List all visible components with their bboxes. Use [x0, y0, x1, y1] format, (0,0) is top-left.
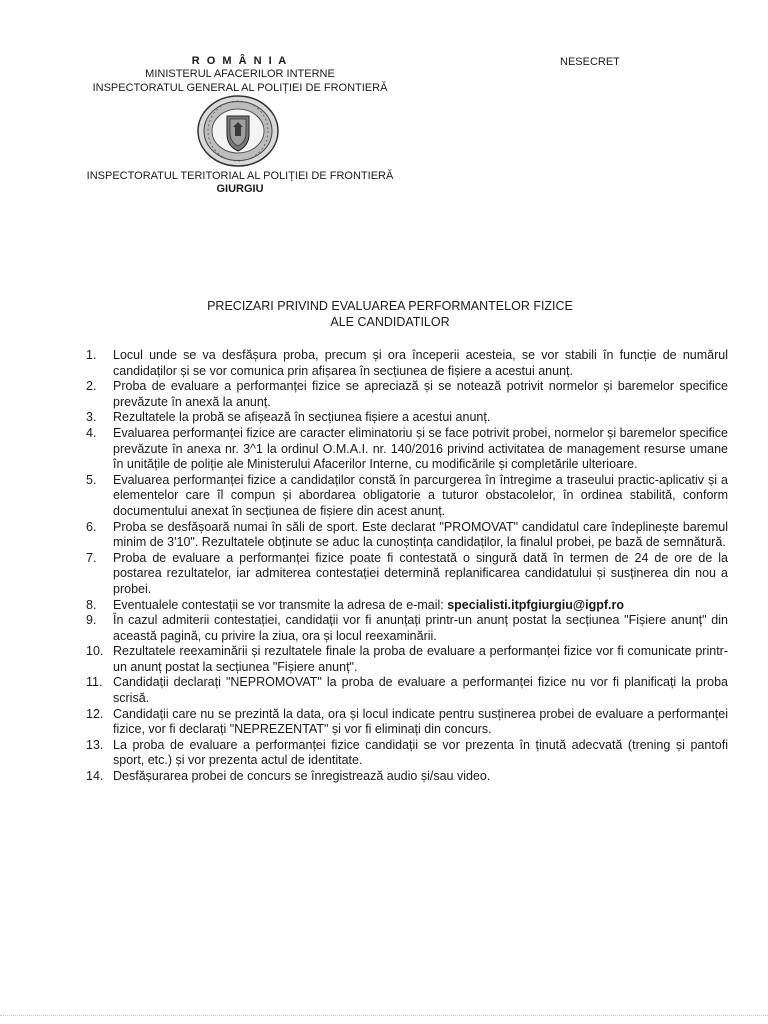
- issuing-unit: [75, 170, 405, 196]
- item-number: 13.: [86, 737, 104, 752]
- list-item: [86, 410, 728, 426]
- item-text: Evaluarea performanței fizice a candidaților constă în parcurgerea în întregime a traseului practic-aplicativ și a elementelor care îl compun și abordarea obligatorie a tuturor obstacolelor, în ordinea stabilită, conform documentului anexat în secțiunea de fișiere din acest anunț.: [113, 472, 728, 518]
- list-item: [86, 520, 728, 551]
- list-item: [86, 769, 728, 785]
- item-number: 2.: [86, 379, 97, 394]
- item-number: 7.: [86, 550, 97, 565]
- item-number: 8.: [86, 597, 97, 612]
- numbered-list: [86, 348, 728, 785]
- ministry-name: MINISTERUL AFACERILOR INTERNE: [145, 68, 335, 80]
- item-text: Proba se desfășoară numai în săli de sport. Este declarat "PROMOVAT" candidatul care îndeplinește baremul minim de 3'10". Rezultatele obținute se aduc la cunoștința candidaților, la finalul probei, pe bază de semnătură.: [113, 519, 728, 550]
- page-bottom-border: [0, 1015, 768, 1016]
- item-text: În cazul admiterii contestației, candidații vor fi anunțați printr-un anunț postat la secțiunea "Fișiere anunț" din această pagină, cu privire la ziua, ora și locul reexaminării.: [113, 613, 728, 643]
- list-item: [86, 348, 728, 379]
- item-text-lead: Eventualele contestații se vor transmite la adresa de e-mail:: [113, 597, 448, 612]
- item-number: 14.: [86, 769, 104, 784]
- country-name: R O M Â N I A: [191, 55, 289, 67]
- list-item: [86, 426, 728, 473]
- item-text: La proba de evaluare a performanței fizice candidații se vor prezenta în ținută adecvată (trening și pantofi sport, etc.) și vor prezenta actul de identitate.: [113, 737, 728, 768]
- list-item: [86, 644, 728, 675]
- document-title: [180, 298, 600, 330]
- item-text: Rezultatele reexaminării și rezultatele finale la proba de evaluare a performanței fizice vor fi comunicate printr-un anunț postat la secțiunea "Fișiere anunț".: [113, 644, 728, 674]
- unit-name: INSPECTORATUL TERITORIAL AL POLIȚIEI DE FRONTIERĂ: [86, 170, 394, 182]
- police-emblem-icon: [196, 94, 280, 168]
- letterhead: [70, 55, 410, 95]
- list-item: [86, 473, 728, 520]
- item-number: 10.: [86, 644, 104, 659]
- unit-city: GIURGIU: [216, 183, 264, 195]
- list-item: [86, 598, 728, 614]
- item-number: 1.: [86, 348, 97, 362]
- classification-label: NESECRET: [560, 56, 620, 68]
- contact-email-link[interactable]: specialisti.itpfgiurgiu@igpf.ro: [447, 597, 624, 612]
- item-text: Proba de evaluare a performanței fizice se apreciază și se notează potrivit normelor și baremelor specifice prevăzute în anexă la anunț.: [113, 379, 728, 409]
- item-number: 3.: [86, 410, 97, 425]
- item-number: 4.: [86, 425, 97, 440]
- item-number: 12.: [86, 706, 104, 721]
- list-item: [86, 379, 728, 410]
- item-text: Locul unde se va desfășura proba, precum și ora începerii acesteia, se vor stabili în funcție de numărul candidaților și se vor comunica prin afișarea în secțiunea de fișiere a acestui anunț.: [113, 348, 728, 378]
- item-number: 11.: [86, 675, 103, 690]
- directorate-name: INSPECTORATUL GENERAL AL POLIȚIEI DE FRONTIERĂ: [92, 82, 388, 94]
- list-item: [86, 613, 728, 644]
- item-number: 5.: [86, 472, 97, 487]
- item-text: Rezultatele la probă se afișează în secțiunea fișiere a acestui anunț.: [113, 410, 491, 425]
- item-number: 6.: [86, 519, 97, 534]
- list-item: [86, 738, 728, 769]
- item-text: Desfășurarea probei de concurs se înregistrează audio și/sau video.: [113, 769, 491, 784]
- item-text: Proba de evaluare a performanței fizice poate fi contestată o singură dată în termen de 24 de ore de la postarea rezultatelor, iar admiterea contestației determină replanificarea candidatului și susținerea din nou a probei.: [113, 550, 728, 596]
- title-line-1: PRECIZARI PRIVIND EVALUAREA PERFORMANTELOR FIZICE: [207, 299, 573, 313]
- item-text: Candidații declarați "NEPROMOVAT" la proba de evaluare a performanței fizice nu vor fi planificați la proba scrisă.: [113, 675, 728, 706]
- list-item: [86, 707, 728, 738]
- list-item: [86, 551, 728, 598]
- item-text: [113, 598, 728, 614]
- list-item: [86, 675, 728, 706]
- title-line-2: ALE CANDIDATILOR: [330, 315, 450, 329]
- item-text: Candidații care nu se prezintă la data, ora și locul indicate pentru susținerea probei de evaluare a performanței fizice, vor fi declarați "NEPREZENTAT" și vor fi eliminați din concurs.: [113, 706, 728, 737]
- item-number: 9.: [86, 613, 97, 628]
- item-text: Evaluarea performanței fizice are caracter eliminatoriu și se face potrivit probei, normelor și baremelor specifice prevăzute în anexa nr. 3^1 la ordinul O.M.A.I. nr. 140/2016 privind activitatea de management resurse umane în unitățile de poliție ale Ministerului Afacerilor Interne, cu modificările și completările ulterioare.: [113, 425, 728, 472]
